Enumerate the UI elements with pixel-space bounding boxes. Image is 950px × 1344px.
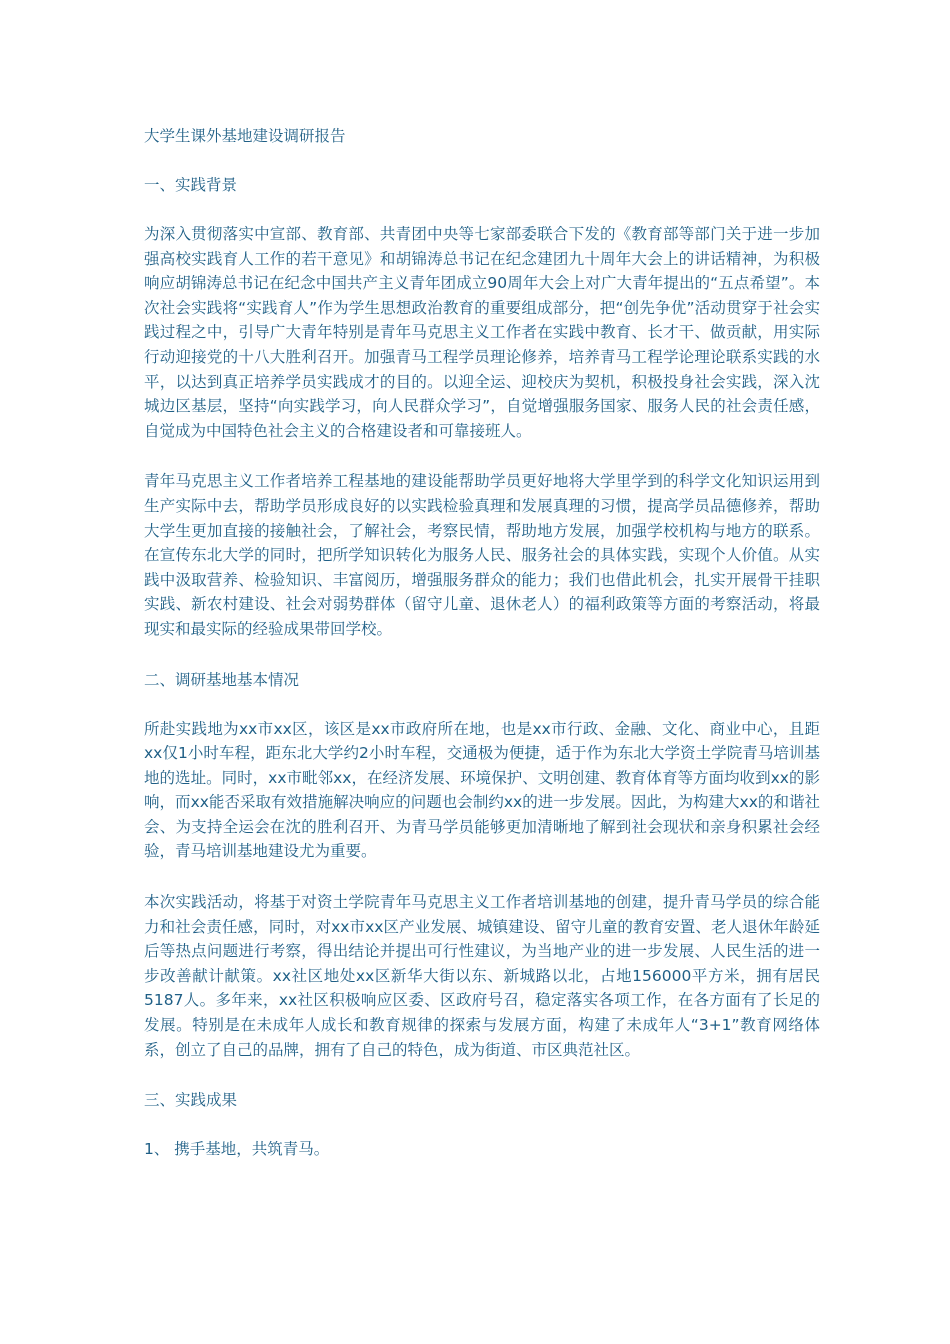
document-title: 大学生课外基地建设调研报告 <box>144 127 346 145</box>
section-heading-results: 三、实践成果 <box>144 1091 238 1110</box>
paragraph-background-1: 为深入贯彻落实中宣部、教育部、共青团中央等七家部委联合下发的《教育部等部门关于进一步加强高校实践育人工作的若干意见》和胡锦涛总书记在纪念建团九十周年大会上的讲话精神，为积极响应胡锦涛总书记在纪念中国共产主义青年团成立90周年大会上对广大青年提出的“五点希望”。本次社会实践将“实践育人”作为学生思想政治教育的重要组成部分，把“创先争优”活动贯穿于社会实践过程之中，引导广大青年特别是青年马克思主义工作者在实践中教育、长才干、做贡献，用实际行动迎接党的十八大胜利召开。加强青马工程学员理论修养，培养青马工程学论理论联系实践的水平，以达到真正培养学员实践成才的目的。以迎全运、迎校庆为契机，积极投身社会实践，深入沈城边区基层，坚持“向实践学习，向人民群众学习”，自觉增强服务国家、服务人民的社会责任感，自觉成为中国特色社会主义的合格建设者和可靠接班人。 <box>144 225 820 440</box>
document-page <box>144 124 820 1161</box>
paragraph-base-situation-1: 所赴实践地为xx市xx区，该区是xx市政府所在地，也是xx市行政、金融、文化、商业中心，且距xx仅1小时车程，距东北大学约2小时车程，交通极为便捷，适于作为东北大学资土学院青马培训基地的选址。同时，xx市毗邻xx，在经济发展、环境保护、文明创建、教育体育等方面均收到xx的影响，而xx能否采取有效措施解决响应的问题也会制约xx的进一步发展。因此，为构建大xx的和谐社会、为支持全运会在沈的胜利召开、为青马学员能够更加清晰地了解到社会现状和亲身积累社会经验，青马培训基地建设尤为重要。 <box>144 719 820 861</box>
paragraph-background-2: 青年马克思主义工作者培养工程基地的建设能帮助学员更好地将大学里学到的科学文化知识运用到生产实际中去，帮助学员形成良好的以实践检验真理和发展真理的习惯，提高学员品德修养，帮助大学生更加直接的接触社会，了解社会，考察民情，帮助地方发展，加强学校机构与地方的联系。在宣传东北大学的同时，把所学知识转化为服务人民、服务社会的具体实践，实现个人价值。从实践中汲取营养、检验知识、丰富阅历，增强服务群众的能力；我们也借此机会，扎实开展骨干挂职实践、新农村建设、社会对弱势群体（留守儿童、退休老人）的福利政策等方面的考察活动，将最现实和最实际的经验成果带回学校。 <box>144 472 820 638</box>
subheading-results-1: 1、 携手基地，共筑青马。 <box>144 1140 330 1159</box>
section-heading-base-situation: 二、调研基地基本情况 <box>144 670 300 689</box>
paragraph-base-situation-2: 本次实践活动，将基于对资土学院青年马克思主义工作者培训基地的创建，提升青马学员的综合能力和社会责任感，同时，对xx市xx区产业发展、城镇建设、留守儿童的教育安置、老人退休年龄延后等热点问题进行考察，得出结论并提出可行性建议，为当地产业的进一步发展、人民生活的进一步改善献计献策。xx社区地处xx区新华大街以东、新城路以北，占地156000平方米，拥有居民5187人。多年来，xx社区积极响应区委、区政府号召，稳定落实各项工作，在各方面有了长足的发展。特别是在未成年人成长和教育规律的探索与发展方面，构建了未成年人“3+1”教育网络体系，创立了自己的品牌，拥有了自己的特色，成为街道、市区典范社区。 <box>144 893 820 1059</box>
section-heading-background: 一、实践背景 <box>144 176 238 194</box>
